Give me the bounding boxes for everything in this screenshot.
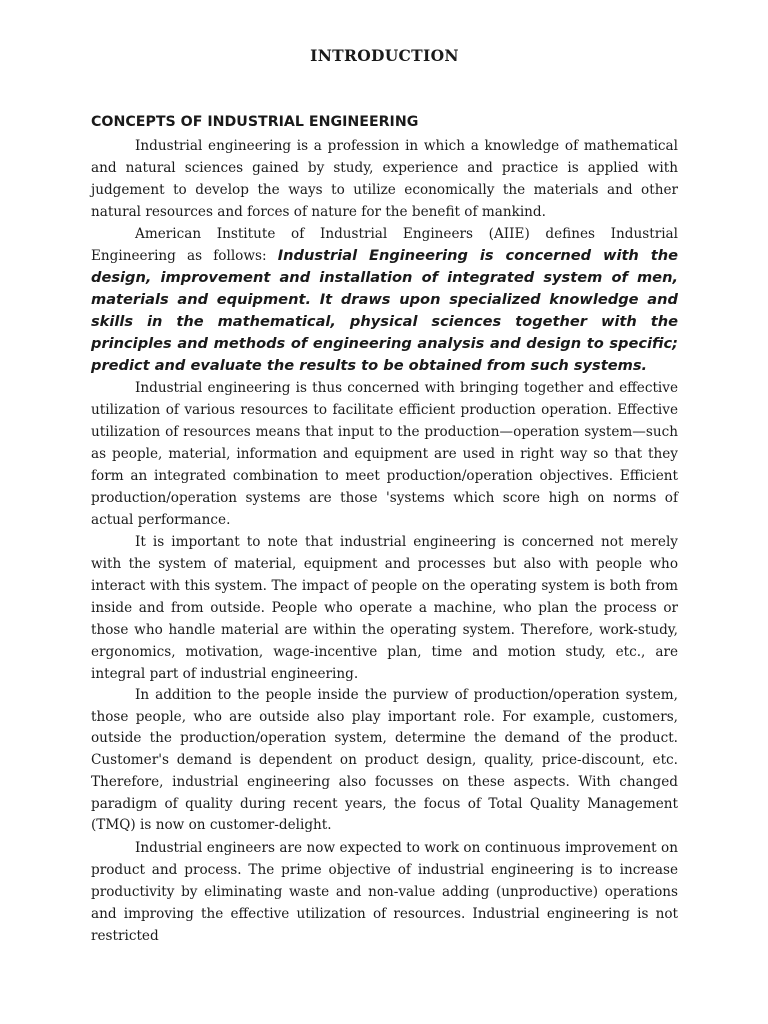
paragraph-aiie-definition bbox=[91, 223, 678, 377]
paragraph-profession-definition: Industrial engineering is a profession in which a knowledge of mathematical and natural sciences gained by study, experience and practice is applied with judgement to develop the ways to utilize economically the materials and other natural resources and forces of nature for the benefit of mankind. bbox=[91, 138, 678, 220]
paragraph-people-in-system: It is important to note that industrial engineering is concerned not merely with the system of material, equipment and processes but also with people who interact with this system. The impact of people on the operating system is both from inside and from outside. People who operate a machine, who plan the process or those who handle material are within the operating system. Therefore, work-study, ergonomics, motivation, wage-incentive plan, time and motion study, etc., are integral part of industrial engineering. bbox=[91, 534, 678, 682]
body-text bbox=[91, 135, 678, 947]
document-page bbox=[91, 0, 678, 1024]
aiie-definition-emphasis: Industrial Engineering is concerned with the design, improvement and installation of integrated system of men, materials and equipment. It draws upon specialized knowledge and skills in the mathematical, physical sciences together with the principles and methods of engineering analysis and design to specific; predict and evaluate the results to be obtained from such systems. bbox=[91, 247, 678, 374]
page-title: INTRODUCTION bbox=[310, 46, 459, 65]
paragraph-external-people: In addition to the people inside the purview of production/operation system, those people, who are outside also play important role. For example, customers, outside the production/operation system, determine the demand of the product. Customer's demand is dependent on product design, quality, price-discount, etc. Therefore, industrial engineering also focusses on these aspects. With changed paradigm of quality during recent years, the focus of Total Quality Management (TMQ) is now on customer-delight. bbox=[91, 687, 678, 834]
section-heading: CONCEPTS OF INDUSTRIAL ENGINEERING bbox=[91, 114, 419, 130]
paragraph-continuous-improvement: Industrial engineers are now expected to work on continuous improvement on product and process. The prime objective of industrial engineering is to increase productivity by eliminating waste and non-value adding (unproductive) operations and improving the effective utilization of resources. Industrial engineering is not restricted bbox=[91, 839, 678, 944]
paragraph-resource-utilization: Industrial engineering is thus concerned with bringing together and effective utilization of various resources to facilitate efficient production operation. Effective utilization of resources means that input to the production—operation system—such as people, material, information and equipment are used in right way so that they form an integrated combination to meet production/operation objectives. Efficient production/operation systems are those 'systems which score high on norms of actual performance. bbox=[91, 380, 678, 528]
aiie-intro-text: American Institute of Industrial Engineers (AIIE) defines Industrial Engineering as follows: bbox=[91, 226, 678, 264]
